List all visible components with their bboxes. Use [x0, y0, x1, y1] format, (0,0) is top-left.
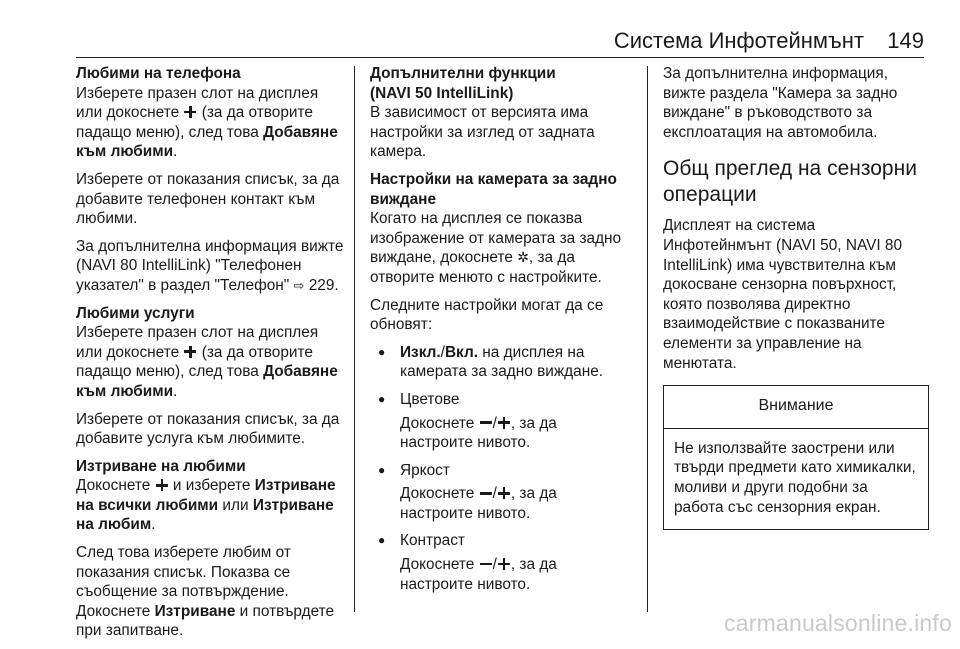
paragraph: Изберете от показания списък, за да добавите телефонен контакт към любими.	[76, 170, 340, 228]
menu-option-label: Добавяне към любими	[76, 123, 338, 161]
warning-box	[663, 385, 929, 530]
plus-icon	[184, 106, 196, 118]
column-2	[370, 64, 634, 602]
watermark: carmanualsonline.info	[724, 610, 952, 636]
paragraph	[76, 84, 346, 162]
column-1	[76, 64, 346, 649]
header-title: Система Инфотейнмънт	[613, 28, 864, 53]
section-heading: Допълнителни функции	[370, 65, 556, 82]
text: Докоснете	[76, 477, 151, 495]
option-label: Вкл.	[444, 343, 478, 361]
settings-list	[370, 343, 634, 595]
setting-instruction: Докоснете / , за да настроите нивото.	[400, 414, 557, 452]
text: Изберете празен слот на дисплея или докоснете	[76, 84, 319, 122]
text: и потвърдете при запитване.	[76, 602, 335, 640]
text: След това изберете любим от показания списък. Показва се съобщение за потвърждение. Докоснете	[76, 544, 291, 620]
text: или	[222, 496, 249, 514]
section-heading: Настройки на камерата за задно виждане	[370, 170, 617, 208]
option-label: Изкл.	[400, 343, 441, 361]
list-item	[370, 343, 634, 382]
setting-name: ● Цветове	[400, 390, 460, 408]
setting-instruction: Докоснете / , за да настроите нивото.	[400, 556, 557, 593]
section-heading: Любими услуги	[76, 304, 195, 322]
text: .	[173, 143, 178, 161]
paragraph: Изберете от показания списък, за да добавите услуга към любимите.	[76, 410, 340, 448]
list-item	[370, 390, 634, 453]
warning-title: Внимание	[664, 386, 928, 429]
warning-body: Не използвайте заострени или твърди предмети като химикалки, моливи и други подобни за работа със сензорния екран.	[674, 439, 916, 516]
text: /	[440, 343, 445, 361]
text: , за да отворите менюто с настройките.	[370, 249, 602, 286]
text: Когато на дисплея се показва изображение от камерата за задно виждане, докоснете	[370, 210, 622, 267]
plus-icon	[184, 346, 196, 358]
section-heading: Изтриване на любими	[76, 457, 246, 475]
list-item	[370, 461, 634, 524]
text: Докоснете	[400, 556, 475, 574]
text: , за да настроите нивото.	[400, 556, 557, 593]
page-reference-icon: ⇨	[293, 277, 305, 293]
column-divider	[354, 66, 355, 612]
list-item	[370, 531, 634, 594]
paragraph: В зависимост от версията има настройки за изглед от задната камера.	[370, 104, 595, 161]
column-divider	[647, 66, 648, 612]
paragraph	[76, 476, 346, 535]
text: .	[151, 516, 156, 534]
text: Докоснете	[400, 414, 475, 432]
menu-option-label: Добавяне към любими	[76, 363, 338, 400]
page-reference: 229.	[308, 276, 339, 294]
menu-option-label: Изтриване	[154, 602, 236, 620]
text: Докоснете	[400, 485, 475, 503]
plus-icon	[498, 487, 510, 499]
text: , за да настроите нивото.	[400, 485, 557, 522]
plus-icon	[156, 479, 168, 491]
text: и изберете	[172, 477, 251, 495]
page-header	[0, 0, 960, 56]
setting-name: ● Яркост	[400, 461, 450, 479]
section-heading: (NAVI 50 IntelliLink)	[370, 84, 514, 102]
minus-icon	[480, 487, 492, 499]
plus-icon	[498, 417, 510, 429]
text: За допълнителна информация вижте (NAVI 80 IntelliLink) "Телефонен указател" в раздел "Телефон"	[76, 237, 344, 294]
column-3	[663, 64, 928, 530]
menu-option-label: Изтриване на любим	[76, 496, 334, 534]
setting-name: ● Контраст	[400, 532, 465, 550]
setting-instruction: Докоснете / , за да настроите нивото.	[400, 485, 557, 522]
minus-icon	[480, 417, 492, 429]
paragraph	[76, 543, 346, 641]
text: Изберете празен слот на дисплея или докоснете	[76, 324, 319, 361]
paragraph	[370, 209, 634, 287]
text: (за да отворите падащо меню), след това	[76, 104, 313, 141]
header-rule	[76, 57, 924, 58]
gear-icon: ✲	[517, 249, 529, 266]
plus-icon	[498, 558, 510, 570]
paragraph: Следните настройки могат да се обновят:	[370, 296, 604, 334]
text: на дисплея на камерата за задно виждане.	[400, 343, 604, 381]
paragraph	[76, 237, 346, 296]
paragraph	[76, 323, 346, 401]
menu-option-label: Изтриване на всички любими	[76, 477, 336, 514]
page-number: 149	[887, 28, 924, 53]
text: , за да настроите нивото.	[400, 414, 557, 452]
text: .	[173, 382, 178, 400]
minus-icon	[480, 558, 492, 570]
section-heading: Любими на телефона	[76, 65, 241, 82]
section-heading-large: Общ преглед на сензорни операции	[663, 157, 917, 207]
text: (за да отворите падащо меню), след това	[76, 343, 313, 381]
paragraph: За допълнителна информация, вижте раздела "Камера за задно виждане" в ръководството за експлоатация на автомобила.	[663, 65, 898, 141]
paragraph: Дисплеят на система Инфотейнмънт (NAVI 50, NAVI 80 IntelliLink) има чувствителна към докосване сензорна повърхност, която позволява директно взаимодействие с показваните елементи за управление на менютата.	[663, 217, 903, 372]
